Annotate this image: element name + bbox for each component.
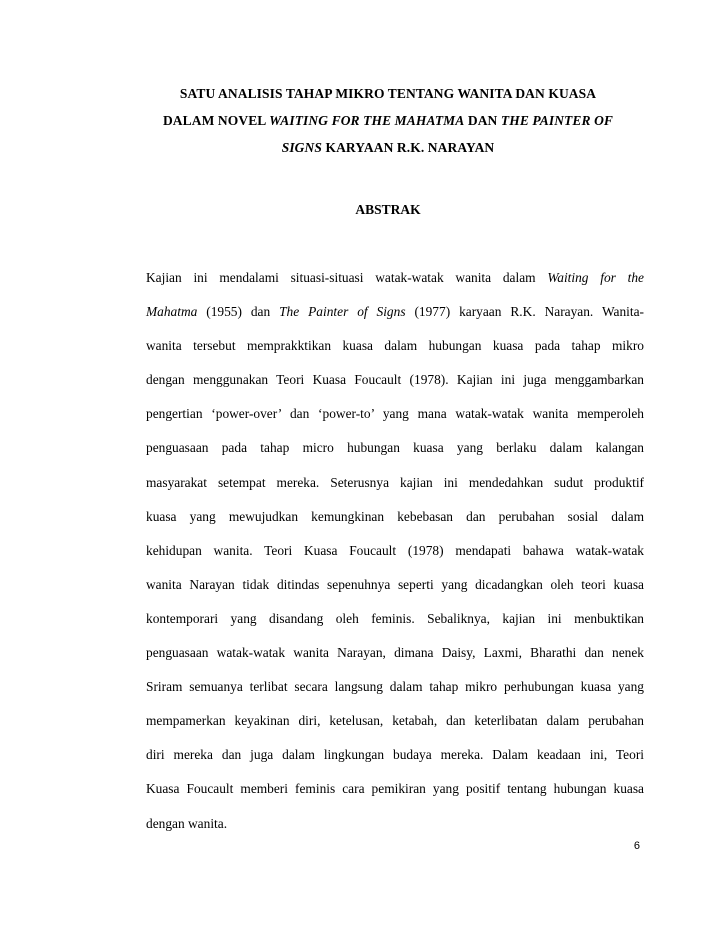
abstract-novel-name: The Painter of Signs <box>279 304 406 320</box>
abstract-line: dengan menggunakan Teori Kuasa Foucault (1978). Kajian ini juga menggambarkan <box>146 372 644 388</box>
abstract-line: kehidupan wanita. Teori Kuasa Foucault (1978) mendapati bahawa watak-watak <box>146 542 644 558</box>
abstract-line: kuasa yang mewujudkan kemungkinan kebebasan dan perubahan sosial dalam <box>146 508 644 524</box>
title-text: KARYAAN R.K. NARAYAN <box>322 140 495 155</box>
abstract-line: Kuasa Foucault memberi feminis cara pemikiran yang positif tentang hubungan kuasa <box>146 781 644 797</box>
title-novel-name: SIGNS <box>281 140 322 155</box>
title-line-3 <box>120 134 656 161</box>
abstract-novel-name: Waiting for the <box>547 270 644 285</box>
abstract-line: wanita tersebut memprakktikan kuasa dalam hubungan kuasa pada tahap mikro <box>146 338 644 354</box>
title-line-2 <box>120 107 656 134</box>
abstract-line: Sriram semuanya terlibat secara langsung dalam tahap mikro perhubungan kuasa yang <box>146 679 644 695</box>
document-title <box>120 80 656 161</box>
title-text: DALAM NOVEL <box>162 113 270 128</box>
abstract-text: (1977) karyaan R.K. Narayan. Wanita- <box>405 304 644 320</box>
abstract-text: (1955) dan <box>197 304 280 320</box>
title-novel-name: THE PAINTER OF <box>500 113 614 128</box>
abstract-line: diri mereka dan juga dalam lingkungan budaya mereka. Dalam keadaan ini, Teori <box>146 747 644 763</box>
abstract-line: penguasaan pada tahap micro hubungan kuasa yang berlaku dalam kalangan <box>146 440 644 456</box>
title-novel-name: WAITING FOR THE MAHATMA <box>269 113 465 128</box>
page-number: 6 <box>633 840 640 852</box>
abstract-line: kontemporari yang disandang oleh feminis. Sebaliknya, kajian ini menbuktikan <box>146 610 644 626</box>
abstract-body <box>146 261 644 841</box>
abstract-line: masyarakat setempat mereka. Seterusnya kajian ini mendedahkan sudut produktif <box>146 474 644 490</box>
section-heading: ABSTRAK <box>355 202 421 217</box>
abstract-line: dengan wanita. <box>146 815 228 831</box>
title-line-1: SATU ANALISIS TAHAP MIKRO TENTANG WANITA DAN KUASA <box>179 86 597 101</box>
title-text: DAN <box>464 113 501 128</box>
abstract-novel-name: Mahatma <box>146 304 198 320</box>
abstract-line <box>146 295 644 329</box>
abstract-line: pengertian ‘power-over’ dan ‘power-to’ yang mana watak-watak wanita memperoleh <box>146 406 644 422</box>
abstract-line: mempamerkan keyakinan diri, ketelusan, ketabah, dan keterlibatan dalam perubahan <box>146 713 644 729</box>
abstract-line: wanita Narayan tidak ditindas sepenuhnya seperti yang dicadangkan oleh teori kuasa <box>146 576 644 592</box>
abstract-text: Kajian ini mendalami situasi-situasi watak-watak wanita dalam <box>146 270 548 285</box>
abstract-line <box>146 261 644 295</box>
abstract-line: penguasaan watak-watak wanita Narayan, dimana Daisy, Laxmi, Bharathi dan nenek <box>146 645 644 661</box>
